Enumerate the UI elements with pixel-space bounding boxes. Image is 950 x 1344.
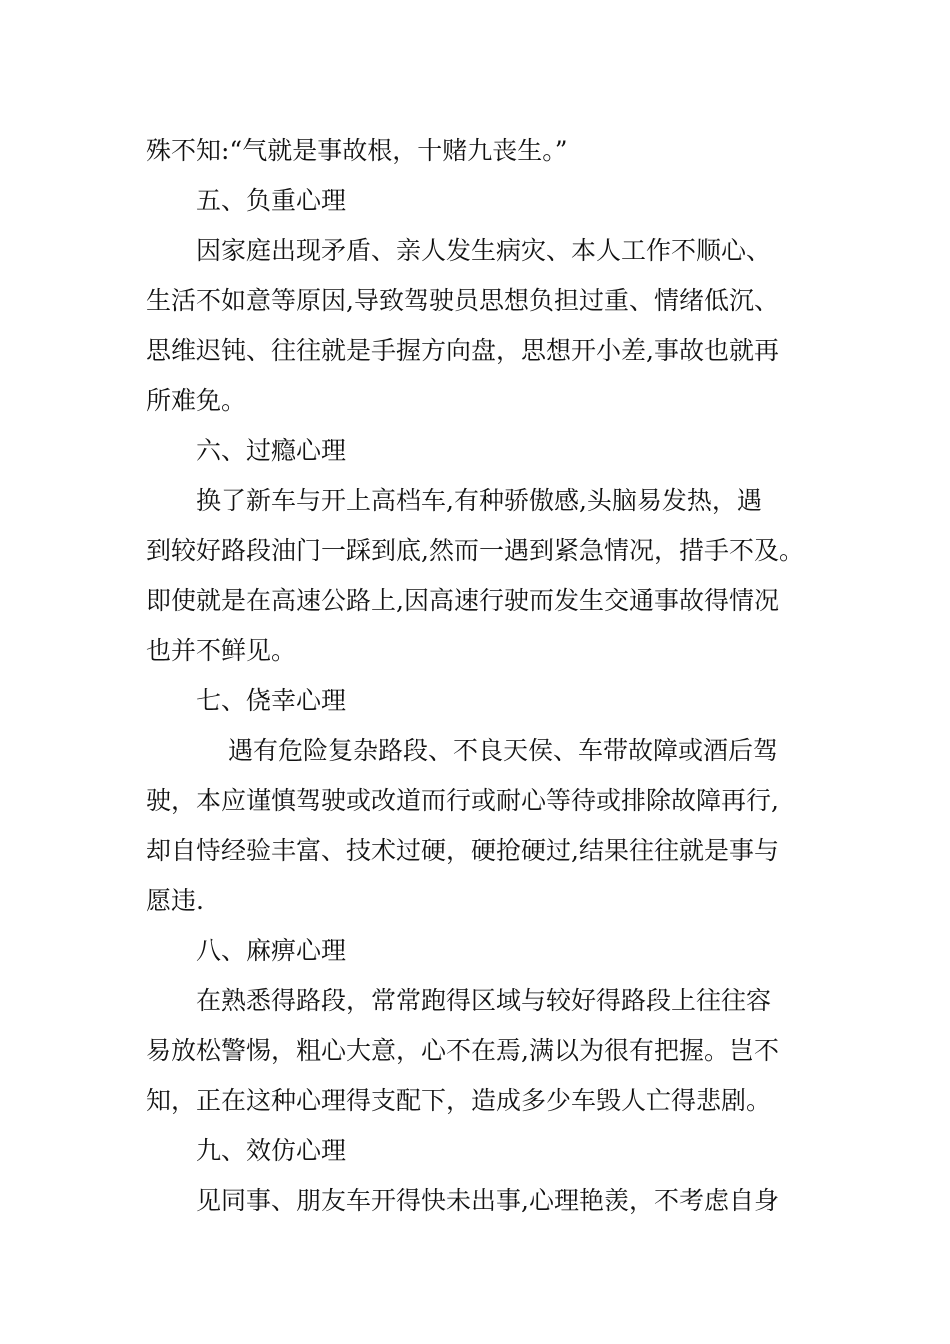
body-line: 易放松警惕，粗心大意，心不在焉,满以为很有把握。岂不 bbox=[146, 1036, 779, 1065]
body-line: 换了新车与开上高档车,有种骄傲感,头脑易发热，遇 bbox=[196, 486, 762, 515]
body-line: 驶，本应谨慎驾驶或改道而行或耐心等待或排除故障再行, bbox=[146, 786, 779, 815]
section-heading: 七、侥幸心理 bbox=[196, 686, 347, 715]
body-line: 殊不知:“气就是事故根，十赌九丧生。” bbox=[146, 136, 568, 165]
body-line: 所难免。 bbox=[146, 386, 247, 415]
section-heading: 五、负重心理 bbox=[196, 186, 347, 215]
body-line: 即使就是在高速公路上,因高速行驶而发生交通事故得情况 bbox=[146, 586, 779, 615]
body-line: 生活不如意等原因,导致驾驶员思想负担过重、情绪低沉、 bbox=[146, 286, 779, 315]
document-body bbox=[146, 126, 816, 1226]
body-line: 到较好路段油门一踩到底,然而一遇到紧急情况，措手不及。 bbox=[146, 536, 804, 565]
section-heading: 六、过瘾心理 bbox=[196, 436, 347, 465]
body-line: 也并不鲜见。 bbox=[146, 636, 297, 665]
section-heading: 九、效仿心理 bbox=[196, 1136, 347, 1165]
body-line: 在熟悉得路段，常常跑得区域与较好得路段上往往容 bbox=[196, 986, 772, 1015]
body-line: 遇有危险复杂路段、不良天侯、车带故障或酒后驾 bbox=[228, 736, 779, 765]
body-line: 思维迟钝、往往就是手握方向盘，思想开小差,事故也就再 bbox=[146, 336, 779, 365]
body-line: 因家庭出现矛盾、亲人发生病灾、本人工作不顺心、 bbox=[196, 236, 772, 265]
section-heading: 八、麻痹心理 bbox=[196, 936, 347, 965]
body-line: 愿违. bbox=[146, 886, 204, 915]
body-line: 知，正在这种心理得支配下，造成多少车毁人亡得悲剧。 bbox=[146, 1086, 772, 1115]
body-line: 见同事、朋友车开得快未出事,心理艳羡，不考虑自身 bbox=[196, 1186, 779, 1215]
body-line: 却自恃经验丰富、技术过硬，硬抢硬过,结果往往就是事与 bbox=[146, 836, 779, 865]
